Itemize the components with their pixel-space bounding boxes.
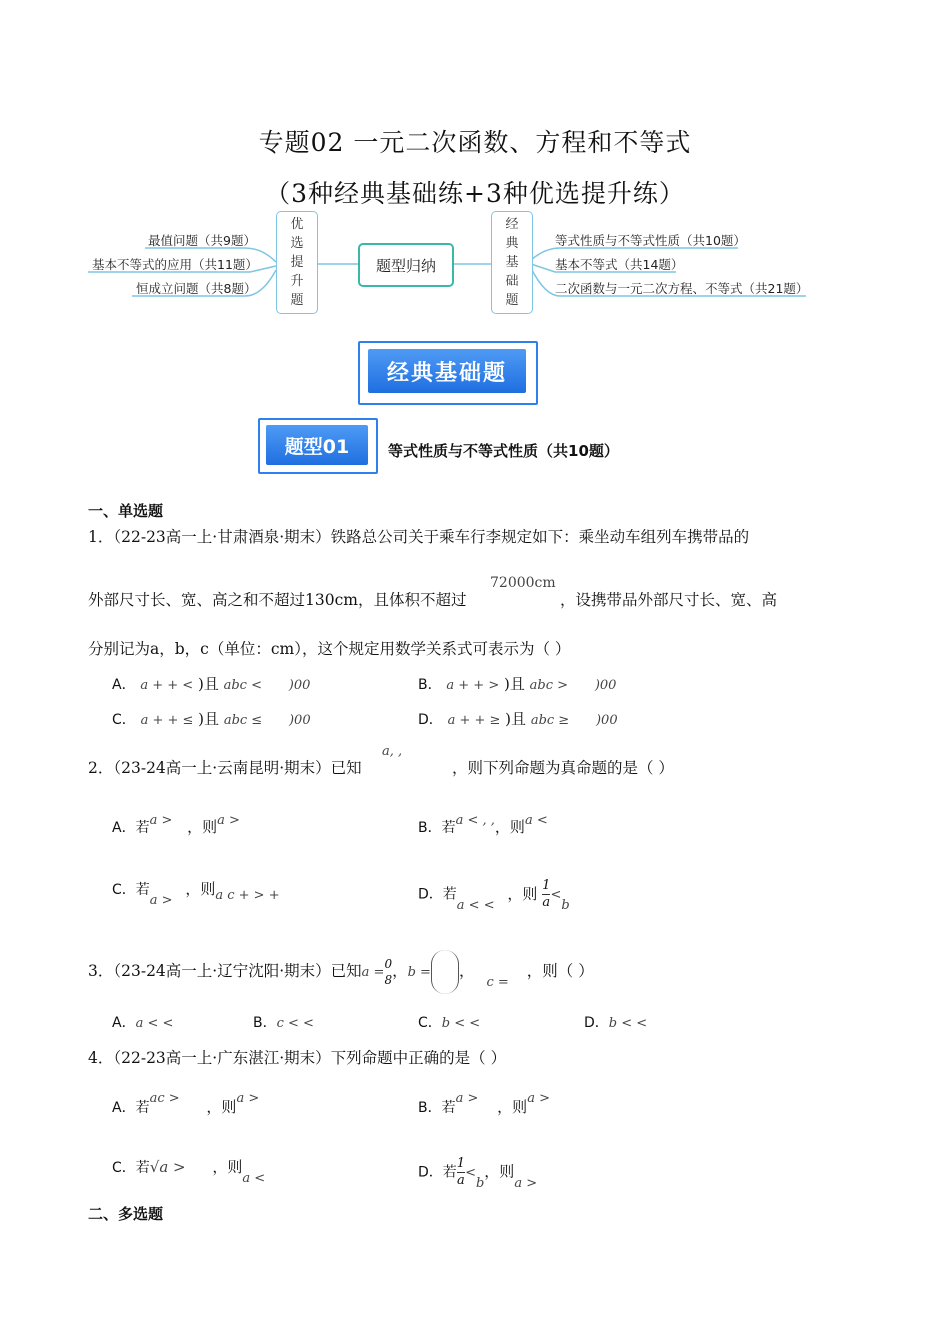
option-text: ，则 [497,1098,528,1116]
option-formula: b [561,897,570,913]
option-formula: )00 [595,713,618,728]
type-badge-label: 题型01 [284,435,350,458]
left-group-char: 优 [290,217,304,232]
fraction-denominator: a [457,1173,465,1188]
q1-line2a: 外部尺寸长、宽、高之和不超过130cm，且体积不超过 [88,591,467,609]
option-label: D． [584,1015,609,1031]
q3-formula-c: c = [486,975,509,990]
mindmap-center [358,243,454,287]
banner-label: 经典基础题 [386,360,507,386]
fraction-numerator: 1 [456,1156,466,1171]
q4-stem: 4．（22-23高一上·广东湛江·期末）下列命题中正确的是（ ） [88,1049,507,1067]
option-label: B．若 [418,1100,456,1116]
banner-basic [368,349,526,393]
fraction-numerator: 1 [542,878,551,893]
q1-option-d[interactable] [418,708,618,729]
fraction-denominator: a [542,895,551,910]
option-formula: b < < [608,1016,648,1031]
q3-stem-text: 3．（23-24高一上·辽宁沈阳·期末）已知 [88,962,362,980]
fraction-denominator: 8 [384,973,393,987]
option-formula: c < < [276,1016,314,1031]
option-formula: abc < [223,678,262,693]
option-formula: a > [217,813,240,828]
q3-option-c[interactable] [418,1012,480,1032]
option-formula: b [475,1175,485,1191]
option-text: ，则 [187,818,218,836]
page-subtitle: （3种经典基础练+3种优选提升练） [265,179,685,208]
mindmap-left-item-1: 最值问题（共9题） [148,233,256,248]
q4-option-b[interactable] [418,1091,550,1117]
mindmap-right-item-3: 二次函数与一元二次方程、不等式（共21题） [555,281,809,296]
type-title: 等式性质与不等式性质（共10题） [388,442,619,460]
option-label: A．若 [112,820,150,836]
right-group-char: 经 [505,217,519,232]
option-formula: a < < [135,1016,174,1031]
q3-formula-a: a = [361,965,385,980]
option-formula: abc ≥ [530,713,570,728]
q2-option-c[interactable] [112,878,280,908]
option-label: D．若 [418,886,457,903]
option-formula: a > [236,1091,260,1106]
option-formula: a + + > [446,678,500,693]
option-formula: abc ≤ [223,713,263,728]
q2-option-b[interactable] [418,813,548,837]
type-badge [266,425,368,465]
option-formula: a > [527,1091,550,1106]
option-label: A．若 [112,1100,150,1116]
option-formula: a > [455,1091,479,1106]
option-formula: )00 [288,678,311,693]
option-text: )且 [504,675,525,693]
q4-option-c[interactable] [112,1156,266,1186]
option-label: C． [418,1015,442,1031]
option-text: ，则 [507,884,538,903]
option-formula: a > [149,813,173,828]
option-text: ，则 [494,818,525,836]
q3-option-a[interactable] [112,1012,173,1032]
option-formula: a + + ≤ [140,713,194,728]
right-group-char: 典 [505,236,519,251]
q1-option-a[interactable] [112,673,310,694]
mindmap-left-item-2: 基本不等式的应用（共11题） [92,257,258,272]
mindmap-right-item-1: 等式性质与不等式性质（共10题） [555,233,746,248]
option-formula: a < [242,1171,266,1186]
left-group-char: 提 [290,255,304,270]
q1-option-b[interactable] [418,673,616,694]
mindmap-left-group [276,211,318,314]
q4-option-a[interactable] [112,1091,260,1117]
right-group-char: 题 [505,293,519,308]
left-group-char: 题 [290,293,304,308]
q1-line2b: ，设携带品外部尺寸长、宽、高 [560,591,778,609]
option-label: A． [112,1015,136,1031]
option-formula: a > [149,893,173,908]
option-formula: a < [524,813,548,828]
option-text: ，则 [206,1098,237,1116]
option-formula: a c + > + [215,888,280,903]
mindmap-right-group [491,211,533,314]
q2-stem-a: 2．（23-24高一上·云南昆明·期末）已知 [88,759,362,777]
q3-paren-b [431,950,459,994]
page-title: 专题02 一元二次函数、方程和不等式 [258,128,692,157]
left-group-char: 升 [290,274,304,289]
q3-then: ，则（ ） [526,962,594,980]
option-label: D．若 [418,1164,457,1181]
option-text: )且 [197,675,219,693]
option-text: ，则 [484,1162,515,1181]
section-single-choice: 一、单选题 [88,502,164,520]
option-formula: ac > [149,1091,180,1106]
q2-option-d[interactable] [418,878,570,911]
option-text: )且 [505,710,527,728]
option-label: A． [112,677,136,693]
option-text: ，则 [185,880,216,898]
fraction [457,1156,465,1189]
option-formula: a < < [456,897,495,913]
left-group-char: 选 [290,236,304,251]
q3-option-d[interactable] [584,1012,647,1032]
option-label: C．若 [112,1160,150,1176]
option-label: B． [418,677,442,693]
option-formula: a + + ≥ [447,713,501,728]
q3-option-b[interactable] [253,1012,314,1032]
q3-fraction-a [384,956,392,988]
q1-line3: 分别记为a，b，c（单位：cm），这个规定用数学关系式可表示为（ ） [88,640,571,658]
option-text: ，则 [212,1158,243,1176]
q4-option-d[interactable] [418,1156,537,1189]
q2-option-a[interactable] [112,813,240,837]
q1-option-c[interactable] [112,708,311,729]
option-label: B．若 [418,820,456,836]
option-formula: √a > [149,1158,186,1176]
option-label: C． [112,712,136,728]
option-formula: a < , , [455,813,495,828]
q1-formula: 72000cm [490,575,556,591]
option-formula: b < < [441,1016,481,1031]
q3-stem: 3．（23-24高一上·辽宁沈阳·期末）已知a = 0 8 ，b = ，$_{c =}$，则（ ） [88,950,594,994]
q2-formula: a, , [382,744,403,759]
mindmap-right-item-2: 基本不等式（共14题） [555,257,684,272]
option-formula: )00 [594,678,617,693]
option-label: B． [253,1015,277,1031]
option-formula: abc > [529,678,569,693]
option-text: )且 [198,710,220,728]
right-group-char: 础 [505,274,519,289]
section-multi-choice: 二、多选题 [88,1205,164,1223]
mindmap-left-item-3: 恒成立问题（共8题） [136,281,257,296]
right-group-char: 基 [505,255,519,270]
option-label: C．若 [112,882,150,898]
option-formula: a > [514,1175,538,1191]
option-formula: < [465,1165,476,1181]
mindmap-center-label: 题型归纳 [375,256,436,275]
option-label: D． [418,712,443,728]
q3-formula-b: b = [407,965,431,980]
q1-line1: 1．（22-23高一上·甘肃酒泉·期末）铁路总公司关于乘车行李规定如下：乘坐动车组列车携带品的 [88,528,750,546]
option-formula: a + + < [140,678,194,693]
fraction-numerator: 0 [384,957,393,971]
option-formula: < [550,887,562,903]
option-formula: )00 [288,713,311,728]
q2-stem-b: ，则下列命题为真命题的是（ ） [452,759,674,777]
